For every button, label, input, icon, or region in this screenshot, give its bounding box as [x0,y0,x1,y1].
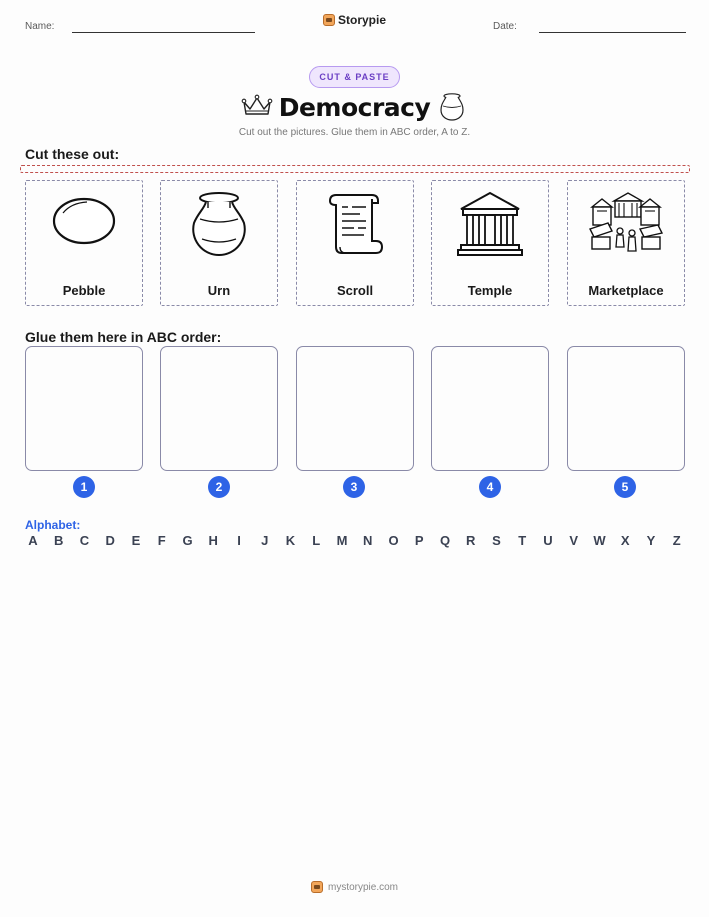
alphabet-letter: M [336,533,348,548]
alphabet-letter: W [593,533,606,548]
cut-card-marketplace[interactable] [567,180,685,306]
alphabet-label: Alphabet: [25,518,81,532]
number-badge-1: 1 [73,476,95,498]
pebble-icon [49,189,119,259]
glue-heading: Glue them here in ABC order: [25,329,222,345]
footer [0,881,709,893]
number-badge-3: 3 [343,476,365,498]
alphabet-letter: E [131,533,141,548]
cut-card-label: Scroll [336,283,374,298]
brand-logo [323,13,386,27]
alphabet-letter: B [54,533,64,548]
alphabet-letter: P [414,533,424,548]
alphabet-letter: G [182,533,193,548]
cut-line [20,165,690,173]
alphabet-letter: R [466,533,476,548]
scroll-icon [320,189,390,261]
alphabet-letter: I [237,533,241,548]
brand-name: Storypie [338,13,387,27]
activity-badge: CUT & PASTE [309,66,400,88]
alphabet-row [25,533,685,548]
instructions: Cut out the pictures. Glue them in ABC order, A to Z. [238,127,471,138]
glue-box-2[interactable] [160,346,278,471]
alphabet-letter: D [105,533,115,548]
cut-heading: Cut these out: [25,146,120,162]
alphabet-letter: S [492,533,501,548]
glue-box-1[interactable] [25,346,143,471]
cut-card-urn[interactable] [160,180,278,306]
temple-icon [455,189,525,261]
marketplace-icon [588,189,664,261]
page-title: Democracy [278,93,431,122]
glue-box-3[interactable] [296,346,414,471]
alphabet-letter: O [388,533,399,548]
date-line[interactable] [539,32,686,33]
cut-card-scroll[interactable] [296,180,414,306]
alphabet-letter: F [157,533,166,548]
alphabet-letter: H [208,533,218,548]
cut-card-label: Marketplace [588,283,664,298]
alphabet-letter: C [79,533,90,548]
name-label: Name: [25,21,55,32]
alphabet-letter: X [620,533,630,548]
alphabet-letter: T [518,533,527,548]
alphabet-letter: U [543,533,553,548]
number-badge-4: 4 [479,476,501,498]
alphabet-letter: J [261,533,269,548]
alphabet-letter: K [285,533,296,548]
alphabet-letter: V [569,533,579,548]
storypie-logo-icon [323,14,335,26]
urn-icon [184,189,254,261]
number-badge-5: 5 [614,476,636,498]
alphabet-letter: A [28,533,38,548]
number-badge-2: 2 [208,476,230,498]
glue-box-4[interactable] [431,346,549,471]
alphabet-letter: L [312,533,321,548]
urn-title-icon [437,92,467,122]
alphabet-letter: Q [439,533,451,548]
cut-card-pebble[interactable] [25,180,143,306]
cut-card-temple[interactable] [431,180,549,306]
cut-card-label: Urn [207,283,231,298]
alphabet-letter: Z [672,533,681,548]
glue-box-5[interactable] [567,346,685,471]
name-line[interactable] [72,32,255,33]
alphabet-letter: N [363,533,373,548]
cut-card-label: Pebble [62,283,106,298]
storypie-logo-icon [311,881,323,893]
cut-card-label: Temple [467,283,513,298]
date-label: Date: [493,21,517,32]
footer-url[interactable]: mystorypie.com [327,881,398,893]
alphabet-letter: Y [646,533,656,548]
